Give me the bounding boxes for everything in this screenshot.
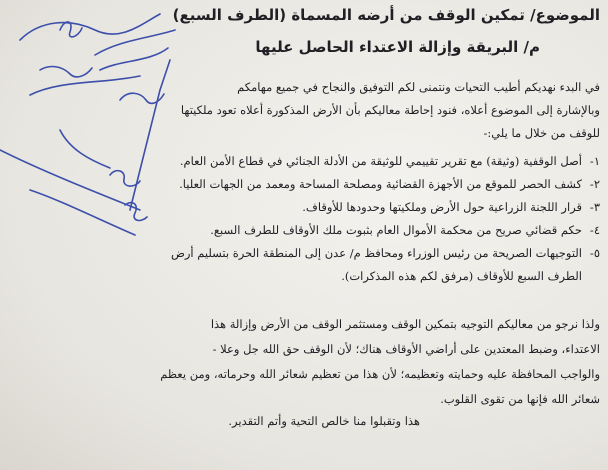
request-line: والواجب المحافظة عليه وحمايته وتعظيمه؛ لأن هذا من تعظيم شعائر الله وحرماته، ومن يعظم [160, 367, 600, 381]
request-line: شعائر الله فإنها من تقوى القلوب. [440, 392, 600, 406]
ink-stroke [60, 130, 110, 168]
item-text: قرار اللجنة الزراعية حول الأرض وملكيتها وحدودها للأوقاف. [302, 200, 582, 214]
intro-line: في البدء نهديكم أطيب التحيات ونتمنى لكم التوفيق والنجاح في جميع مهامكم [237, 80, 600, 94]
list-item [160, 242, 600, 265]
list-item [160, 150, 600, 173]
intro-line: وبالإشارة إلى الموضوع أعلاه، فنود إحاطة معاليكم بأن الأرض المذكورة أعلاه تعود ملكيتها [180, 103, 600, 117]
request-line: الاعتداء، وضبط المعتدين على أراضي الأوقاف هناك؛ لأن الوقف حق الله جل وعلا - [212, 342, 600, 356]
list-item [160, 196, 600, 219]
item-text: التوجيهات الصريحة من رئيس الوزراء ومحافظ م/ عدن إلى المنطقة الحرة بتسليم أرض [170, 246, 582, 260]
item-text: كشف الحصر للموقع من الأجهزة القضائية ومصلحة المساحة ومعمد من الجهات العليا. [179, 177, 582, 191]
ink-stroke [60, 22, 82, 37]
item-number [582, 265, 600, 288]
ink-stroke [95, 30, 175, 55]
item-text: حكم قضائي صريح من محكمة الأموال العام بثبوت ملك الأوقاف للطرف السبع. [210, 223, 582, 237]
request-paragraph [160, 312, 600, 412]
item-text: أصل الوقفية (وثيقة) مع تقرير تقييمي للوثيقة من الأدلة الجنائي في قطاع الأمن العام. [179, 154, 582, 168]
list-item [160, 219, 600, 242]
ink-stroke [20, 14, 160, 40]
ink-stroke [125, 203, 147, 221]
item-number: ٤- [589, 223, 600, 237]
list-item [160, 265, 600, 288]
item-number: ٥- [589, 246, 600, 260]
item-text: الطرف السبع للأوقاف (مرفق لكم هذه المذكرات). [341, 269, 582, 283]
item-number: ١- [589, 154, 600, 168]
item-number: ٣- [589, 200, 600, 214]
item-number: ٢- [589, 177, 600, 191]
ink-stroke [100, 48, 168, 70]
ink-stroke [40, 67, 92, 77]
intro-paragraph [160, 76, 600, 145]
ink-stroke [0, 150, 140, 210]
list-item [160, 173, 600, 196]
request-line: ولذا نرجو من معاليكم التوجيه بتمكين الوقف ومستثمر الوقف من الأرض وإزالة هذا [210, 317, 600, 331]
ink-stroke [120, 93, 164, 103]
intro-line: للوقف من خلال ما يلي:- [483, 126, 600, 140]
subject-line-2: م/ البريقة وإزالة الاعتداء الحاصل عليها [255, 38, 540, 56]
ink-stroke [110, 171, 140, 186]
ink-stroke [30, 76, 140, 95]
ink-stroke [30, 190, 135, 235]
subject-line: الموضوع/ تمكين الوقف من أرضه المسماة (الطرف السبع) [172, 6, 600, 24]
closing-line: هذا وتقبلوا منا خالص التحية وأتم التقدير. [228, 414, 420, 428]
evidence-list [160, 150, 600, 288]
